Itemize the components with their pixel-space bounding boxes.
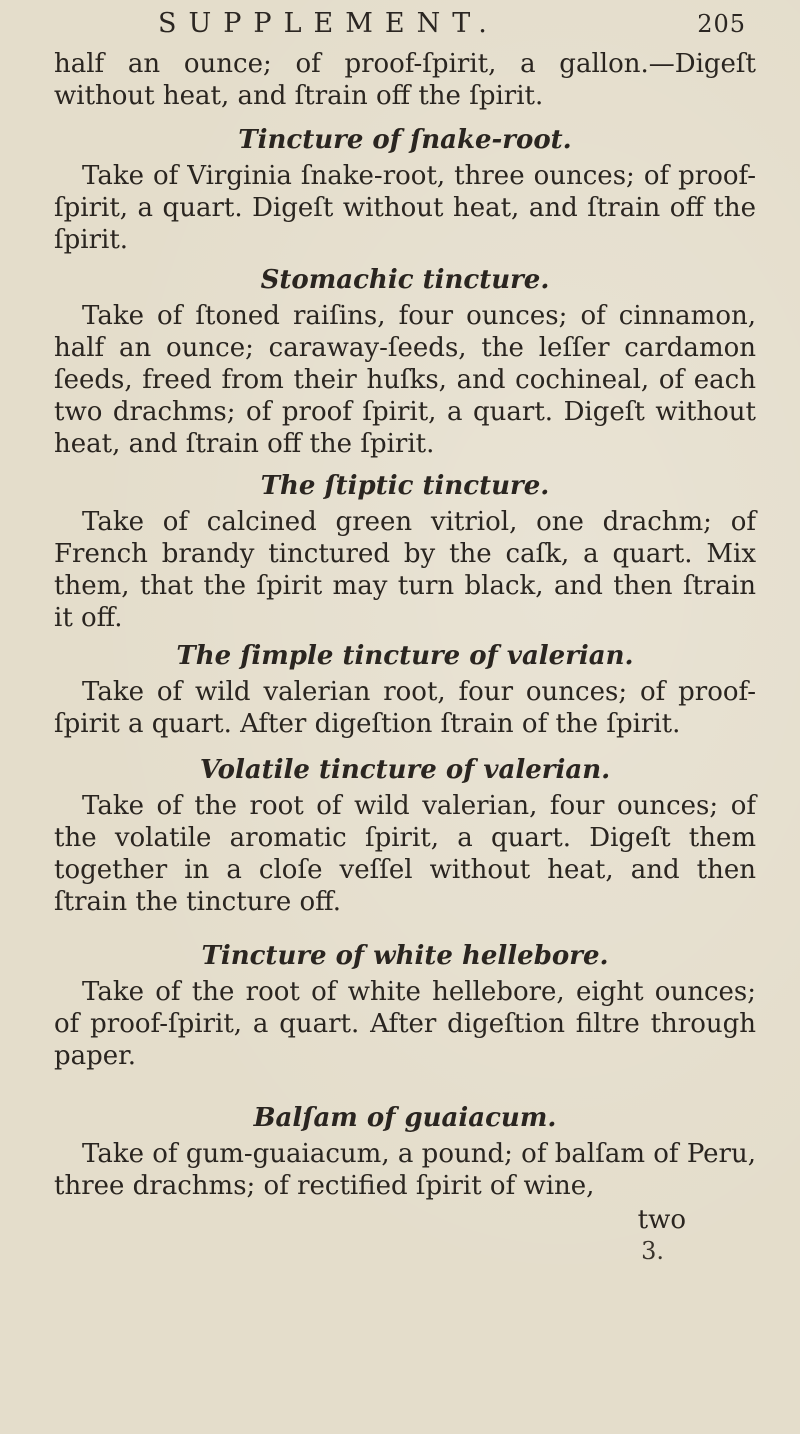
section-heading-hellebore: Tincture of white hellebore. <box>201 941 609 971</box>
section-text-snake-root: Take of Virginia ſnake-root, three ounces; of proof-ſpirit, a quart. Digeſt without heat, and ſtrain off the ſpirit. <box>54 161 756 255</box>
page-header <box>54 8 756 48</box>
section-text-hellebore: Take of the root of white hellebore, eight ounces; of proof-ſpirit, a quart. After digeſtion filtre through paper. <box>54 977 756 1071</box>
section-text-stomachic: Take of ſtoned raiſins, four ounces; of cinnamon, half an ounce; caraway-ſeeds, the leſſer cardamon ſeeds, freed from their huſks, and cochineal, of each two drachms; of proof ſpirit, a quart. Digeſt without heat, and ſtrain off the ſpirit. <box>54 301 756 459</box>
section-heading-volatile-valerian: Volatile tincture of valerian. <box>199 755 611 785</box>
running-head: SUPPLEMENT. <box>158 8 499 39</box>
section-heading-snake-root: Tincture of ſnake-root. <box>238 125 572 155</box>
section-text-guaiacum: Take of gum-guaiacum, a pound; of balſam of Peru, three drachms; of rectified ſpirit of wine, <box>54 1139 756 1201</box>
section-heading-guaiacum: Balſam of guaiacum. <box>253 1103 557 1133</box>
section-heading-stiptic: The ſtiptic tincture. <box>260 471 550 501</box>
section-text-volatile-valerian: Take of the root of wild valerian, four ounces; of the volatile aromatic ſpirit, a quart. Digeſt them together in a cloſe veſſel without heat, and then ſtrain the tincture off. <box>54 791 756 917</box>
section-text-stiptic: Take of calcined green vitriol, one drachm; of French brandy tinctured by the caſk, a quart. Mix them, that the ſpirit may turn black, and then ſtrain it off. <box>54 507 756 633</box>
catchword-row <box>54 1204 756 1236</box>
section-text-simple-valerian: Take of wild valerian root, four ounces; of proof-ſpirit a quart. After digeſtion ſtrain of the ſpirit. <box>54 677 756 739</box>
catchword: two <box>637 1205 686 1235</box>
signature-row <box>54 1236 756 1266</box>
section-heading-simple-valerian: The ſimple tincture of valerian. <box>176 641 634 671</box>
signature-mark: 3. <box>641 1237 664 1265</box>
section-heading-stomachic: Stomachic tincture. <box>260 265 550 295</box>
continued-paragraph: half an ounce; of proof-ſpirit, a gallon.—Digeſt without heat, and ſtrain off the ſpirit. <box>54 49 756 111</box>
page-number: 205 <box>697 10 746 38</box>
